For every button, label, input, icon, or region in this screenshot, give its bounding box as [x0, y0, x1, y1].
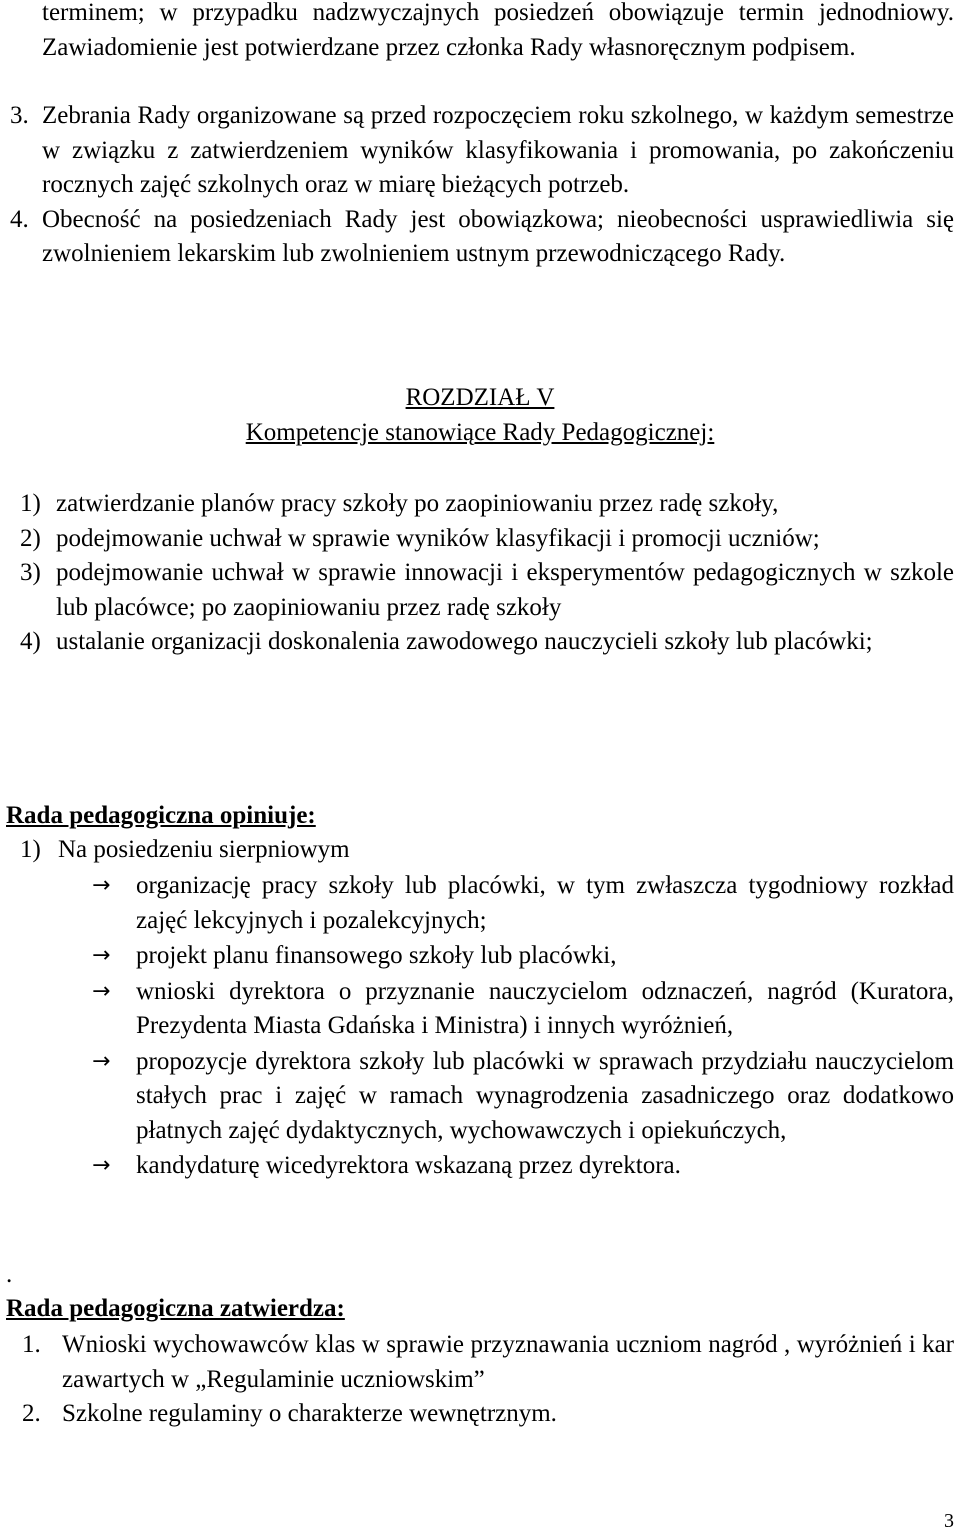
list-item: [20, 556, 954, 625]
list-item: [20, 487, 954, 522]
list-item: [20, 625, 954, 660]
list-item: [22, 1328, 954, 1397]
list-item: [92, 1149, 954, 1184]
competence-list: [20, 487, 954, 660]
arrow-right-icon: →: [92, 978, 111, 1004]
opiniuje-subitems: [92, 869, 954, 1184]
item-number: 4.: [10, 205, 29, 233]
list-item: [10, 99, 954, 203]
continuation-paragraph: terminem; w przypadku nadzwyczajnych posiedzeń obowiązuje termin jednodniowy. Zawiadomienie jest potwierdzane przez członka Rady własnoręcznym podpisem.: [42, 0, 954, 61]
item-text: zatwierdzanie planów pracy szkoły po zaopiniowaniu przez radę szkoły,: [56, 490, 779, 517]
arrow-right-icon: →: [92, 1048, 111, 1074]
item-number: 1.: [22, 1331, 41, 1358]
item-text: ustalanie organizacji doskonalenia zawodowego nauczycieli szkoły lub placówki;: [56, 628, 873, 655]
item-number: 3): [20, 559, 41, 586]
item-text: Obecność na posiedzeniach Rady jest obowiązkowa; nieobecności usprawiedliwia się zwolnieniem lekarskim lub zwolnieniem ustnym przewodniczącego Rady.: [42, 205, 954, 267]
zatwierdza-list: [22, 1328, 954, 1432]
item-text: Szkolne regulaminy o charakterze wewnętrznym.: [62, 1400, 557, 1427]
stray-dot: .: [6, 1261, 13, 1288]
page-number: 3: [944, 1510, 954, 1532]
arrow-right-icon: →: [92, 873, 111, 898]
item-text: wnioski dyrektora o przyznanie nauczycielom odznaczeń, nagród (Kuratora, Prezydenta Miasta Gdańska i Ministra) i innych wyróżnień,: [136, 977, 954, 1039]
opiniuje-heading: Rada pedagogiczna opiniuje:: [6, 802, 316, 829]
item-text: Na posiedzeniu sierpniowym: [58, 836, 350, 863]
chapter-subtitle: Kompetencje stanowiące Rady Pedagogicznej:: [245, 418, 715, 446]
item-number: 2.: [22, 1400, 41, 1427]
list-item: [92, 939, 954, 974]
list-item: [92, 975, 954, 1044]
list-item: [92, 869, 954, 938]
opiniuje-item: [20, 833, 954, 868]
list-item: [20, 522, 954, 557]
arrow-right-icon: →: [92, 943, 111, 968]
item-number: 3.: [10, 102, 29, 129]
item-text: podejmowanie uchwał w sprawie innowacji i eksperymentów pedagogicznych w szkole lub placówce; po zaopiniowaniu przez radę szkoły: [56, 559, 954, 621]
item-text: organizację pracy szkoły lub placówki, w tym zwłaszcza tygodniowy rozkład zajęć lekcyjnych i pozalekcyjnych;: [136, 872, 954, 934]
item-text: Wnioski wychowawców klas w sprawie przyznawania uczniom nagród , wyróżnień i kar zawartych w „Regulaminie uczniowskim”: [62, 1331, 954, 1393]
arrow-right-icon: →: [92, 1153, 111, 1178]
item-number: 2): [20, 524, 41, 552]
item-number: 1): [20, 836, 41, 863]
chapter-heading: [0, 381, 960, 450]
item-text: Zebrania Rady organizowane są przed rozpoczęciem roku szkolnego, w każdym semestrze w związku z zatwierdzeniem wyników klasyfikowania i promowania, po zakończeniu rocznych zajęć szkolnych oraz w miarę bieżących potrzeb.: [42, 102, 954, 198]
item-number: 4): [20, 628, 41, 655]
item-number: 1): [20, 490, 41, 517]
list-item: [22, 1397, 954, 1432]
list-item: [10, 203, 954, 272]
zatwierdza-heading: Rada pedagogiczna zatwierdza:: [6, 1295, 345, 1322]
top-item-list: [10, 99, 954, 272]
item-text: podejmowanie uchwał w sprawie wyników klasyfikacji i promocji uczniów;: [56, 524, 820, 552]
item-text: kandydaturę wicedyrektora wskazaną przez dyrektora.: [136, 1152, 681, 1179]
item-text: propozycje dyrektora szkoły lub placówki w sprawach przydziału nauczycielom stałych prac i zajęć w ramach wynagrodzenia zasadniczego oraz dodatkowo płatnych zajęć dydaktycznych, wychowawczych i opiekuńczych,: [136, 1047, 954, 1144]
list-item: [92, 1045, 954, 1149]
item-text: projekt planu finansowego szkoły lub placówki,: [136, 942, 617, 969]
chapter-title: ROZDZIAŁ V: [405, 384, 555, 411]
